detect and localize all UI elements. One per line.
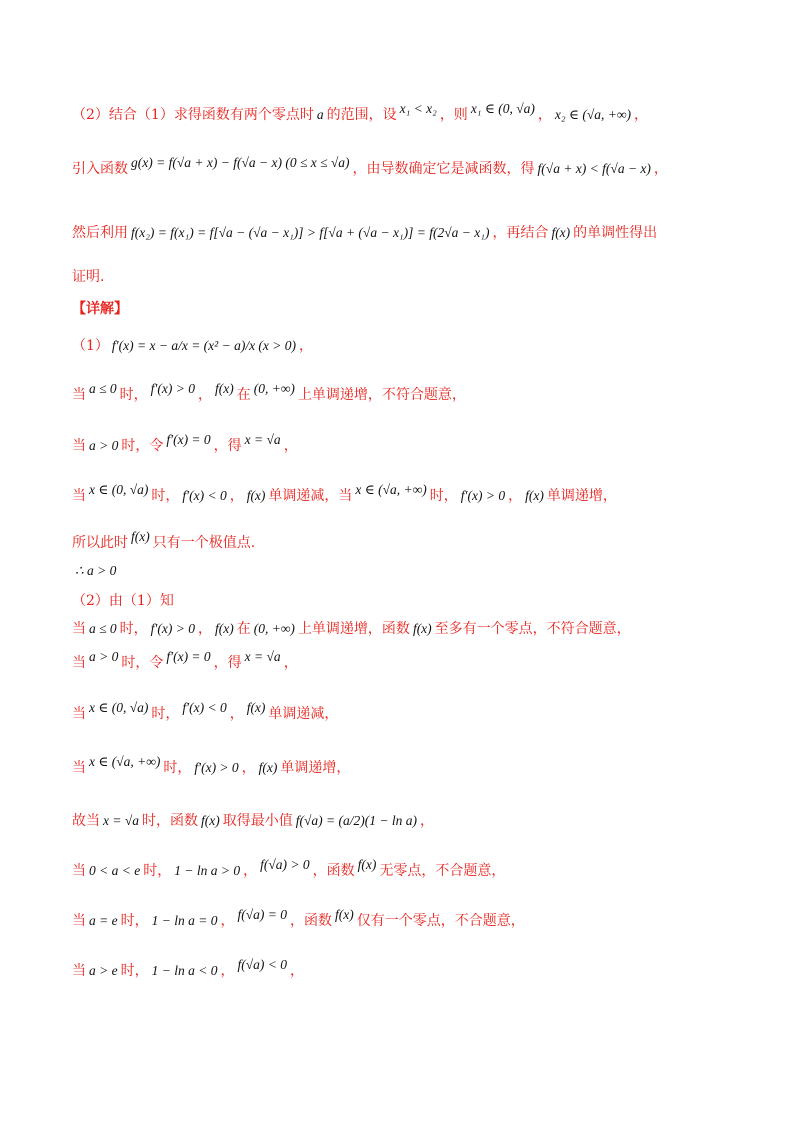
text-segment: 引入函数 (72, 161, 128, 177)
text-segment: ，再结合 (492, 225, 549, 241)
text-segment: 当 (72, 488, 86, 504)
math-expression: 1 − ln a > 0 (174, 863, 241, 878)
text-line (72, 857, 740, 882)
text-segment: 当 (72, 655, 86, 671)
text-segment: 时， (151, 488, 180, 504)
math-expression: f(x) (201, 813, 220, 828)
math-expression: a > e (89, 963, 118, 978)
text-segment: ， (220, 963, 235, 979)
text-line (72, 155, 740, 180)
math-expression: x₁ ∈ (0, √a) (470, 101, 535, 116)
math-expression: f(x) (246, 488, 266, 503)
math-expression: ∴ a > 0 (75, 563, 117, 578)
text-segment: ，得 (213, 655, 242, 671)
text-segment: ，则 (439, 107, 468, 123)
text-segment: ， (229, 706, 244, 722)
math-expression: f′(x) > 0 (150, 381, 195, 396)
text-segment: 时， (119, 621, 148, 637)
text-line (72, 432, 740, 457)
math-expression: x ∈ (0, √a) (89, 700, 149, 715)
text-segment: ， (241, 760, 256, 776)
math-expression: f(x) (551, 225, 571, 240)
text-segment: ， (197, 387, 212, 403)
text-line (72, 754, 740, 779)
text-segment: 当 (72, 621, 86, 637)
text-line (72, 700, 740, 725)
text-segment: 当 (72, 863, 86, 879)
text-segment: 当 (72, 913, 86, 929)
text-segment: （2）由（1）知 (72, 593, 174, 609)
math-expression: a > 0 (89, 649, 119, 664)
text-segment: 只有一个极值点. (152, 535, 256, 551)
math-expression: f(x) (334, 907, 354, 922)
math-expression: x₁ < x₂ (399, 101, 437, 116)
math-expression: f(√a) = (a/2)(1 − ln a) (295, 813, 417, 828)
text-segment: 时，令 (121, 655, 164, 671)
text-line (72, 529, 740, 554)
math-expression: a (316, 107, 324, 122)
text-segment: ， (229, 488, 244, 504)
text-segment: 证明. (72, 269, 105, 285)
text-segment: ， (299, 338, 314, 354)
text-segment: 在 (236, 621, 251, 637)
math-expression: f(x) (214, 621, 234, 636)
math-expression: f(√a) > 0 (260, 857, 310, 872)
text-line (72, 482, 740, 507)
text-segment: ， (633, 107, 648, 123)
math-expression: x ∈ (√a, +∞) (355, 482, 427, 497)
math-expression: f(x) (214, 381, 234, 396)
math-expression: a = e (89, 913, 118, 928)
math-expression: (0, +∞) (253, 621, 295, 636)
text-segment: 时，函数 (142, 813, 199, 829)
text-line (72, 590, 740, 612)
text-segment: 然后利用 (72, 225, 128, 241)
text-segment: 时， (143, 863, 172, 879)
text-segment: ， (289, 963, 304, 979)
text-segment: 时， (429, 488, 458, 504)
text-segment: 的范围，设 (326, 107, 397, 123)
text-line (72, 222, 740, 244)
text-line (72, 298, 740, 320)
text-segment: 在 (236, 387, 251, 403)
text-line (72, 101, 740, 126)
text-line (72, 266, 740, 288)
math-expression: 1 − ln a < 0 (151, 963, 218, 978)
text-segment: 的单调性得出 (573, 225, 658, 241)
text-line (72, 957, 740, 982)
text-segment: 当 (72, 760, 86, 776)
text-segment: 时，令 (121, 438, 164, 454)
text-segment: 单调递减， (268, 706, 339, 722)
math-expression: a ≤ 0 (89, 621, 117, 636)
text-segment: ， (508, 488, 523, 504)
text-segment: 当 (72, 438, 86, 454)
math-expression: a > 0 (89, 438, 119, 453)
text-segment: 当 (72, 706, 86, 722)
math-expression: x = √a (244, 649, 281, 664)
text-segment: ， (283, 655, 298, 671)
math-expression: 0 < a < e (89, 863, 141, 878)
math-expression: a ≤ 0 (89, 381, 117, 396)
text-segment: 上单调递增，函数 (297, 621, 410, 637)
math-expression: f′(x) > 0 (460, 488, 506, 503)
text-segment: ， (197, 621, 212, 637)
text-line (72, 381, 740, 406)
text-line (72, 810, 740, 832)
text-segment: ，得 (213, 438, 242, 454)
text-segment: 上单调递增，不符合题意， (297, 387, 466, 403)
math-expression: x = √a (244, 432, 281, 447)
math-expression: f′(x) < 0 (182, 488, 227, 503)
text-segment: 至多有一个零点，不符合题意， (434, 621, 631, 637)
math-expression: f(x) (357, 857, 377, 872)
text-line (72, 649, 740, 674)
math-expression: f(√a) < 0 (237, 957, 287, 972)
math-expression: x₂ ∈ (√a, +∞) (554, 107, 631, 122)
math-expression: f(x₂) = f(x₁) = f[√a − (√a − x₁)] > f[√a + (√a − x₁)] = f(2√a − x₁) (131, 225, 490, 240)
text-segment: 所以此时 (72, 535, 128, 551)
math-expression: x ∈ (0, √a) (89, 482, 149, 497)
math-expression: f′(x) = 0 (166, 649, 211, 664)
math-expression: f′(x) = 0 (166, 432, 211, 447)
math-expression: f′(x) > 0 (194, 760, 239, 775)
text-segment: 取得最小值 (222, 813, 293, 829)
math-expression: f(x) (131, 529, 150, 544)
text-segment: 单调递增， (280, 760, 351, 776)
math-expression: f(√a) = 0 (237, 907, 287, 922)
text-segment: ，由导数确定它是减函数，得 (352, 161, 535, 177)
text-segment: 当 (72, 387, 86, 403)
math-expression: f(x) (258, 760, 278, 775)
text-segment: 单调递增， (546, 488, 617, 504)
text-line (72, 907, 740, 932)
math-expression: f(x) (246, 700, 266, 715)
text-segment: 单调递减，当 (268, 488, 353, 504)
math-expression: f(√a + x) < f(√a − x) (537, 161, 651, 176)
text-segment: ，函数 (289, 913, 332, 929)
text-segment: （1） (72, 338, 109, 354)
text-segment: 无零点，不合题意， (379, 863, 506, 879)
text-segment: ， (283, 438, 298, 454)
math-expression: g(x) = f(√a + x) − f(√a − x) (0 ≤ x ≤ √a) (131, 155, 350, 170)
math-expression: (0, +∞) (253, 381, 295, 396)
math-expression: f(x) (525, 488, 544, 503)
text-segment: 仅有一个零点，不合题意， (356, 913, 525, 929)
math-expression: x = √a (103, 813, 140, 828)
math-expression: f′(x) < 0 (182, 700, 227, 715)
text-segment: ， (419, 813, 434, 829)
text-segment: ， (243, 863, 258, 879)
text-segment: 故当 (72, 813, 100, 829)
math-expression: 1 − ln a = 0 (151, 913, 218, 928)
text-segment: 时， (163, 760, 192, 776)
text-segment: 时， (120, 913, 149, 929)
math-expression: x ∈ (√a, +∞) (89, 754, 161, 769)
text-segment: ， (653, 161, 668, 177)
math-expression: f′(x) = x − a/x = (x² − a)/x (x > 0) (111, 338, 297, 353)
text-segment: ， (220, 913, 235, 929)
text-segment: 【详解】 (72, 301, 128, 317)
text-segment: ，函数 (312, 863, 355, 879)
text-segment: ， (537, 107, 552, 123)
text-line (72, 335, 740, 357)
text-segment: 时， (119, 387, 148, 403)
text-line (72, 560, 740, 582)
text-line (72, 618, 740, 640)
text-segment: （2）结合（1）求得函数有两个零点时 (72, 107, 314, 123)
math-expression: f(x) (412, 621, 432, 636)
text-segment: 时， (151, 706, 180, 722)
text-segment: 时， (120, 963, 149, 979)
text-segment: 当 (72, 963, 86, 979)
math-expression: f′(x) > 0 (150, 621, 195, 636)
